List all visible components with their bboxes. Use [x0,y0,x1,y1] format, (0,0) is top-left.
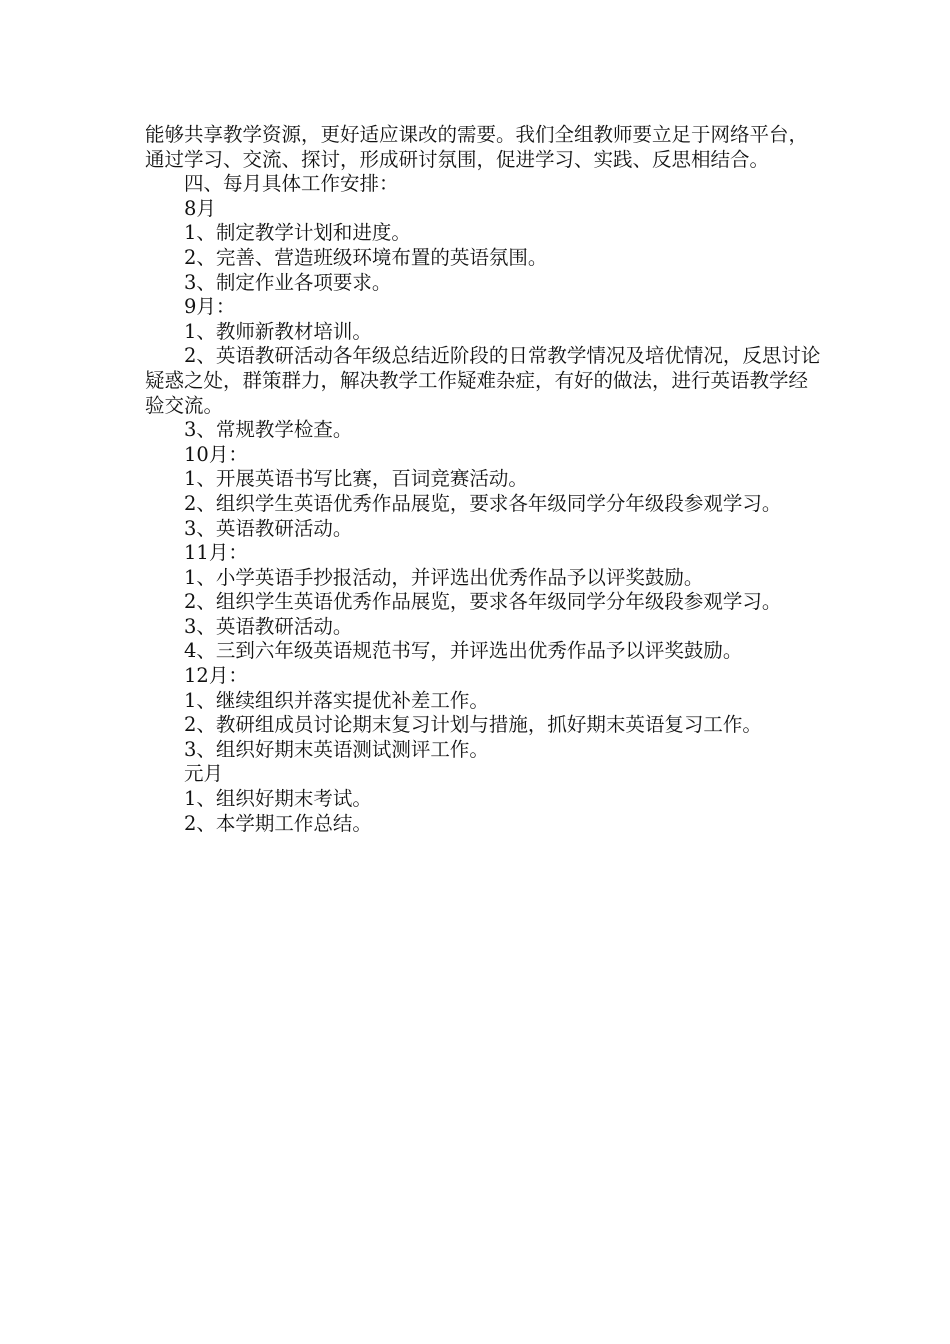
month-heading-august: 8月 [184,196,216,220]
month-heading-october: 10月： [184,442,248,466]
month-heading-november: 11月： [184,541,248,565]
month-heading-january: 元月 [184,762,224,786]
list-item: 2、组织学生英语优秀作品展览，要求各年级同学分年级段参观学习。 [184,491,782,515]
section-heading-monthly-plan: 四、每月具体工作安排： [184,172,399,196]
document-page [145,123,825,836]
list-item: 1、教师新教材培训。 [184,319,372,343]
list-item: 2、完善、营造班级环境布置的英语氛围。 [184,245,548,269]
list-item: 3、英语教研活动。 [184,516,353,540]
list-item: 1、组织好期末考试。 [184,787,372,811]
list-item: 2、英语教研活动各年级总结近阶段的日常教学情况及培优情况，反思讨论疑惑之处，群策群力，解决教学工作疑难杂症，有好的做法，进行英语教学经验交流。 [145,344,821,417]
month-heading-december: 12月： [184,664,248,688]
list-item: 1、小学英语手抄报活动，并评选出优秀作品予以评奖鼓励。 [184,565,704,589]
list-item: 4、三到六年级英语规范书写，并评选出优秀作品予以评奖鼓励。 [184,639,743,663]
list-item: 2、组织学生英语优秀作品展览，要求各年级同学分年级段参观学习。 [184,590,782,614]
list-item: 1、开展英语书写比赛，百词竞赛活动。 [184,467,528,491]
list-item: 3、组织好期末英语测试测评工作。 [184,737,489,761]
list-item: 2、教研组成员讨论期末复习计划与措施，抓好期末英语复习工作。 [184,713,762,737]
list-item: 3、常规教学检查。 [184,418,353,442]
list-item: 3、制定作业各项要求。 [184,270,392,294]
list-item: 1、继续组织并落实提优补差工作。 [184,688,489,712]
month-heading-september: 9月： [184,295,236,319]
paragraph-intro: 能够共享教学资源，更好适应课改的需要。我们全组教师要立足于网络平台，通过学习、交流、探讨，形成研讨氛围，促进学习、实践、反思相结合。 [145,123,809,171]
list-item: 2、本学期工作总结。 [184,811,372,835]
list-item: 3、英语教研活动。 [184,614,353,638]
list-item: 1、制定教学计划和进度。 [184,221,411,245]
